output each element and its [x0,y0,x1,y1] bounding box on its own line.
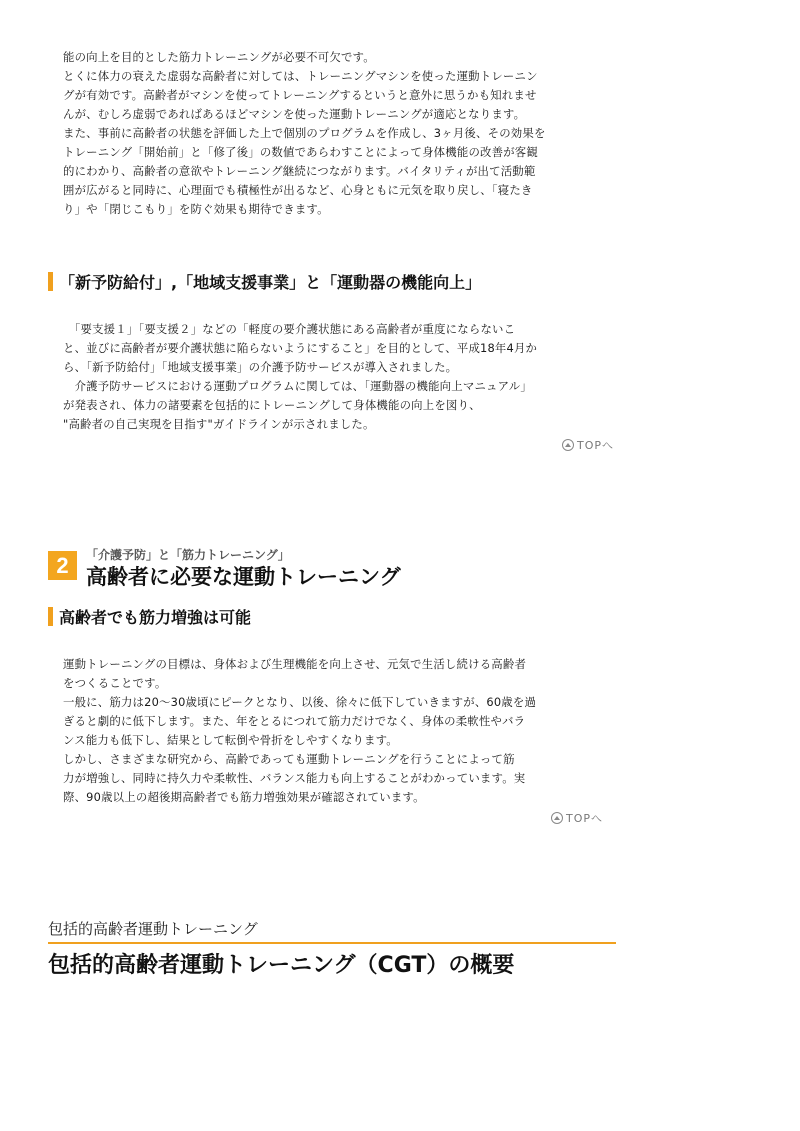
prevention-line: と、並びに高齢者が要介護状態に陥らないようにすること」を目的として、平成18年4月か [63,341,538,355]
heading-accent-bar [48,607,53,626]
prevention-line: "高齢者の自己実現を目指す"ガイドラインが示されました。 [63,417,375,431]
intro-line: 囲が広がると同時に、心理面でも積極性が出るなど、心身ともに元気を取り戻し、「寝たき [63,183,533,197]
prevention-line: 介護予防サービスにおける運動プログラムに関しては、「運動器の機能向上マニュアル」 [63,379,532,393]
strength-line: 一般に、筋力は20～30歳頃にピークとなり、以後、徐々に低下していきますが、60歳を過 [63,695,537,709]
intro-line: トレーニング「開始前」と「修了後」の数値であらわすことによって身体機能の改善が客観 [63,145,538,159]
back-to-top-link[interactable] [562,437,614,453]
intro-line: んが、むしろ虚弱であればあるほどマシンを使った運動トレーニングが適応となります。 [63,107,526,121]
strength-line: しかし、さまざまな研究から、高齢であっても運動トレーニングを行うことによって筋 [63,752,515,766]
prevention-line: 「要支援１」「要支援２」などの「軽度の要介護状態にある高齢者が重度にならないこ [63,322,516,336]
back-to-top-link[interactable] [551,810,603,826]
heading-accent-bar [48,272,53,291]
cgt-divider [48,942,616,944]
strength-line: ンス能力も低下し、結果として転倒や骨折をしやすくなります。 [63,733,398,747]
prevention-line: が発表され、体力の諸要素を包括的にトレーニングして身体機能の向上を図り、 [63,398,481,412]
intro-line: グが有効です。高齢者がマシンを使ってトレーニングするというと意外に思うかも知れませ [63,88,537,102]
section-title: 高齢者に必要な運動トレーニング [86,565,401,589]
strength-line: をつくることです。 [63,676,167,690]
back-to-top-label: TOPへ [566,812,604,825]
prevention-line: ら、「新予防給付」「地域支援事業」の介護予防サービスが導入されました。 [63,360,458,374]
section-subtitle: 「介護予防」と「筋力トレーニング」 [86,548,290,562]
section-number-badge: 2 [48,551,77,580]
strength-line: ぎると劇的に低下します。また、年をとるにつれて筋力だけでなく、身体の柔軟性やバラ [63,714,526,728]
cgt-title: 包括的高齢者運動トレーニング（CGT）の概要 [48,953,515,978]
strength-line: 運動トレーニングの目標は、身体および生理機能を向上させ、元気で生活し続ける高齢者 [63,657,527,671]
back-to-top-label: TOPへ [577,439,615,452]
up-arrow-icon [562,439,574,451]
intro-line: また、事前に高齢者の状態を評価した上で個別のプログラムを作成し、3ヶ月後、その効果を [63,126,546,140]
strength-line: 力が増強し、同時に持久力や柔軟性、バランス能力も向上することがわかっています。実 [63,771,526,785]
section-heading-text: 「新予防給付」,「地域支援事業」と「運動器の機能向上」 [59,272,482,292]
section-heading-prevention [48,271,481,291]
strength-line: 際、90歳以上の超後期高齢者でも筋力増強効果が確認されています。 [63,790,425,804]
intro-line: 的にわかり、高齢者の意欲やトレーニング継続につながります。バイタリティが出て活動範 [63,164,536,178]
intro-line: り」や「閉じこもり」を防ぐ効果も期待できます。 [63,202,329,216]
intro-line: 能の向上を目的とした筋力トレーニングが必要不可欠です。 [63,50,375,64]
up-arrow-icon [551,812,563,824]
section-heading-strength [48,606,251,626]
intro-line: とくに体力の衰えた虚弱な高齢者に対しては、トレーニングマシンを使った運動トレーニン [63,69,538,83]
cgt-subtitle: 包括的高齢者運動トレーニング [48,920,258,938]
section-heading-text: 高齢者でも筋力増強は可能 [59,607,252,627]
